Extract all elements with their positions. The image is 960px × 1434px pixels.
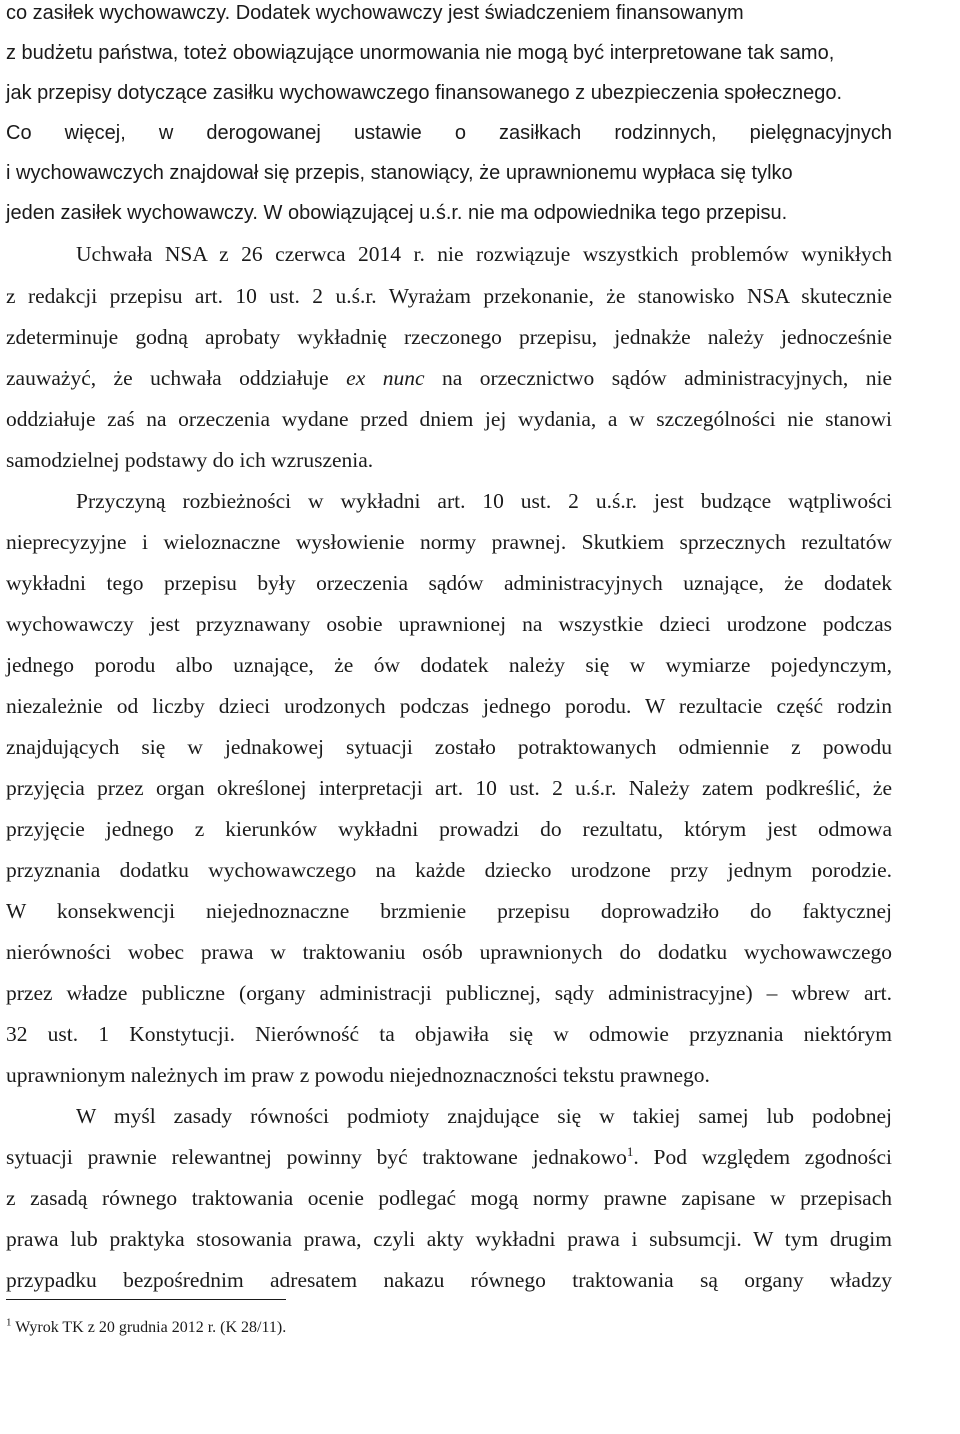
text-line: przyjęcia przez organ określonej interpretacji art. 10 ust. 2 u.ś.r. Należy zatem podkreślić, że [6,776,892,800]
text-line: Przyczyną rozbieżności w wykładni art. 10 ust. 2 u.ś.r. jest budzące wątpliwości [76,489,892,513]
text-line: z zasadą równego traktowania ocenie podlegać mogą normy prawne zapisane w przepisach [6,1186,892,1210]
footnote-divider [6,1299,286,1300]
text-line [6,365,892,391]
text-segment: . Pod względem zgodności [633,1145,892,1169]
text-segment: sytuacji prawnie relewantnej powinny być traktowane jednakowo [6,1145,627,1169]
text-line: wychowawczy jest przyznawany osobie uprawnionej na wszystkie dzieci urodzone podczas [6,612,892,636]
text-line: i wychowawczych znajdował się przepis, stanowiący, że uprawnionemu wypłaca się tylko [6,162,793,184]
text-line: znajdujących się w jednakowej sytuacji zostało potraktowanych odmiennie z powodu [6,735,892,759]
text-line: z redakcji przepisu art. 10 ust. 2 u.ś.r. Wyrażam przekonanie, że stanowisko NSA skutecznie [6,284,892,308]
text-line: co zasiłek wychowawczy. Dodatek wychowawczy jest świadczeniem finansowanym [6,2,744,24]
text-line: Uchwała NSA z 26 czerwca 2014 r. nie rozwiązuje wszystkich problemów wynikłych [76,242,892,266]
footnote-reference: 1 [626,1143,634,1159]
text-line: oddziałuje zaś na orzeczenia wydane przed dniem jej wydania, a w szczególności nie stanowi [6,407,892,431]
text-line: przyjęcie jednego z kierunków wykładni prowadzi do rezultatu, którym jest odmowa [6,817,892,841]
text-line: z budżetu państwa, toteż obowiązujące unormowania nie mogą być interpretowane tak samo, [6,42,835,64]
footnote [6,1318,286,1338]
text-line: przypadku bezpośrednim adresatem nakazu równego traktowania są organy władzy [6,1268,892,1292]
text-line: 32 ust. 1 Konstytucji. Nierówność ta objawiła się w odmowie przyznania niektórym [6,1022,892,1046]
text-line: prawa lub praktyka stosowania prawa, czyli akty wykładni prawa i subsumcji. W tym drugim [6,1227,892,1251]
text-line: jeden zasiłek wychowawczy. W obowiązującej u.ś.r. nie ma odpowiednika tego przepisu. [6,202,788,224]
text-line: nieprecyzyjne i wieloznaczne wysłowienie normy prawnej. Skutkiem sprzecznych rezultatów [6,530,892,554]
footnote-marker: 1 [6,1316,12,1329]
text-line: wykładni tego przepisu były orzeczenia sądów administracyjnych uznające, że dodatek [6,571,892,595]
italic-phrase: ex nunc [346,366,425,390]
text-line [6,1144,892,1170]
text-line: nierówności wobec prawa w traktowaniu osób uprawnionych do dodatku wychowawczego [6,940,892,964]
text-line: przez władze publiczne (organy administracji publicznej, sądy administracyjne) – wbrew art. [6,981,892,1005]
text-line: niezależnie od liczby dzieci urodzonych podczas jednego porodu. W rezultacie część rodzin [6,694,892,718]
text-line: samodzielnej podstawy do ich wzruszenia. [6,448,374,472]
text-line: przyznania dodatku wychowawczego na każde dziecko urodzone przy jednym porodzie. [6,858,892,882]
text-segment: zauważyć, że uchwała oddziałuje [6,366,329,390]
text-segment: na orzecznictwo sądów administracyjnych, nie [441,366,893,390]
text-line: jak przepisy dotyczące zasiłku wychowawczego finansowanego z ubezpieczenia społecznego. [6,82,843,104]
text-line: Co więcej, w derogowanej ustawie o zasiłkach rodzinnych, pielęgnacyjnych [6,122,892,144]
text-line: jednego porodu albo uznające, że ów dodatek należy się w wymiarze pojedynczym, [6,653,892,677]
text-line: W myśl zasady równości podmioty znajdujące się w takiej samej lub podobnej [76,1104,892,1128]
text-line: W konsekwencji niejednoznaczne brzmienie przepisu doprowadziło do faktycznej [6,899,892,923]
text-line: uprawnionym należnych im praw z powodu niejednoznaczności tekstu prawnego. [6,1063,710,1087]
text-line: zdeterminuje godną aprobaty wykładnię rzeczonego przepisu, jednakże należy jednocześnie [6,325,892,349]
footnote-text: Wyrok TK z 20 grudnia 2012 r. (K 28/11). [15,1319,287,1336]
